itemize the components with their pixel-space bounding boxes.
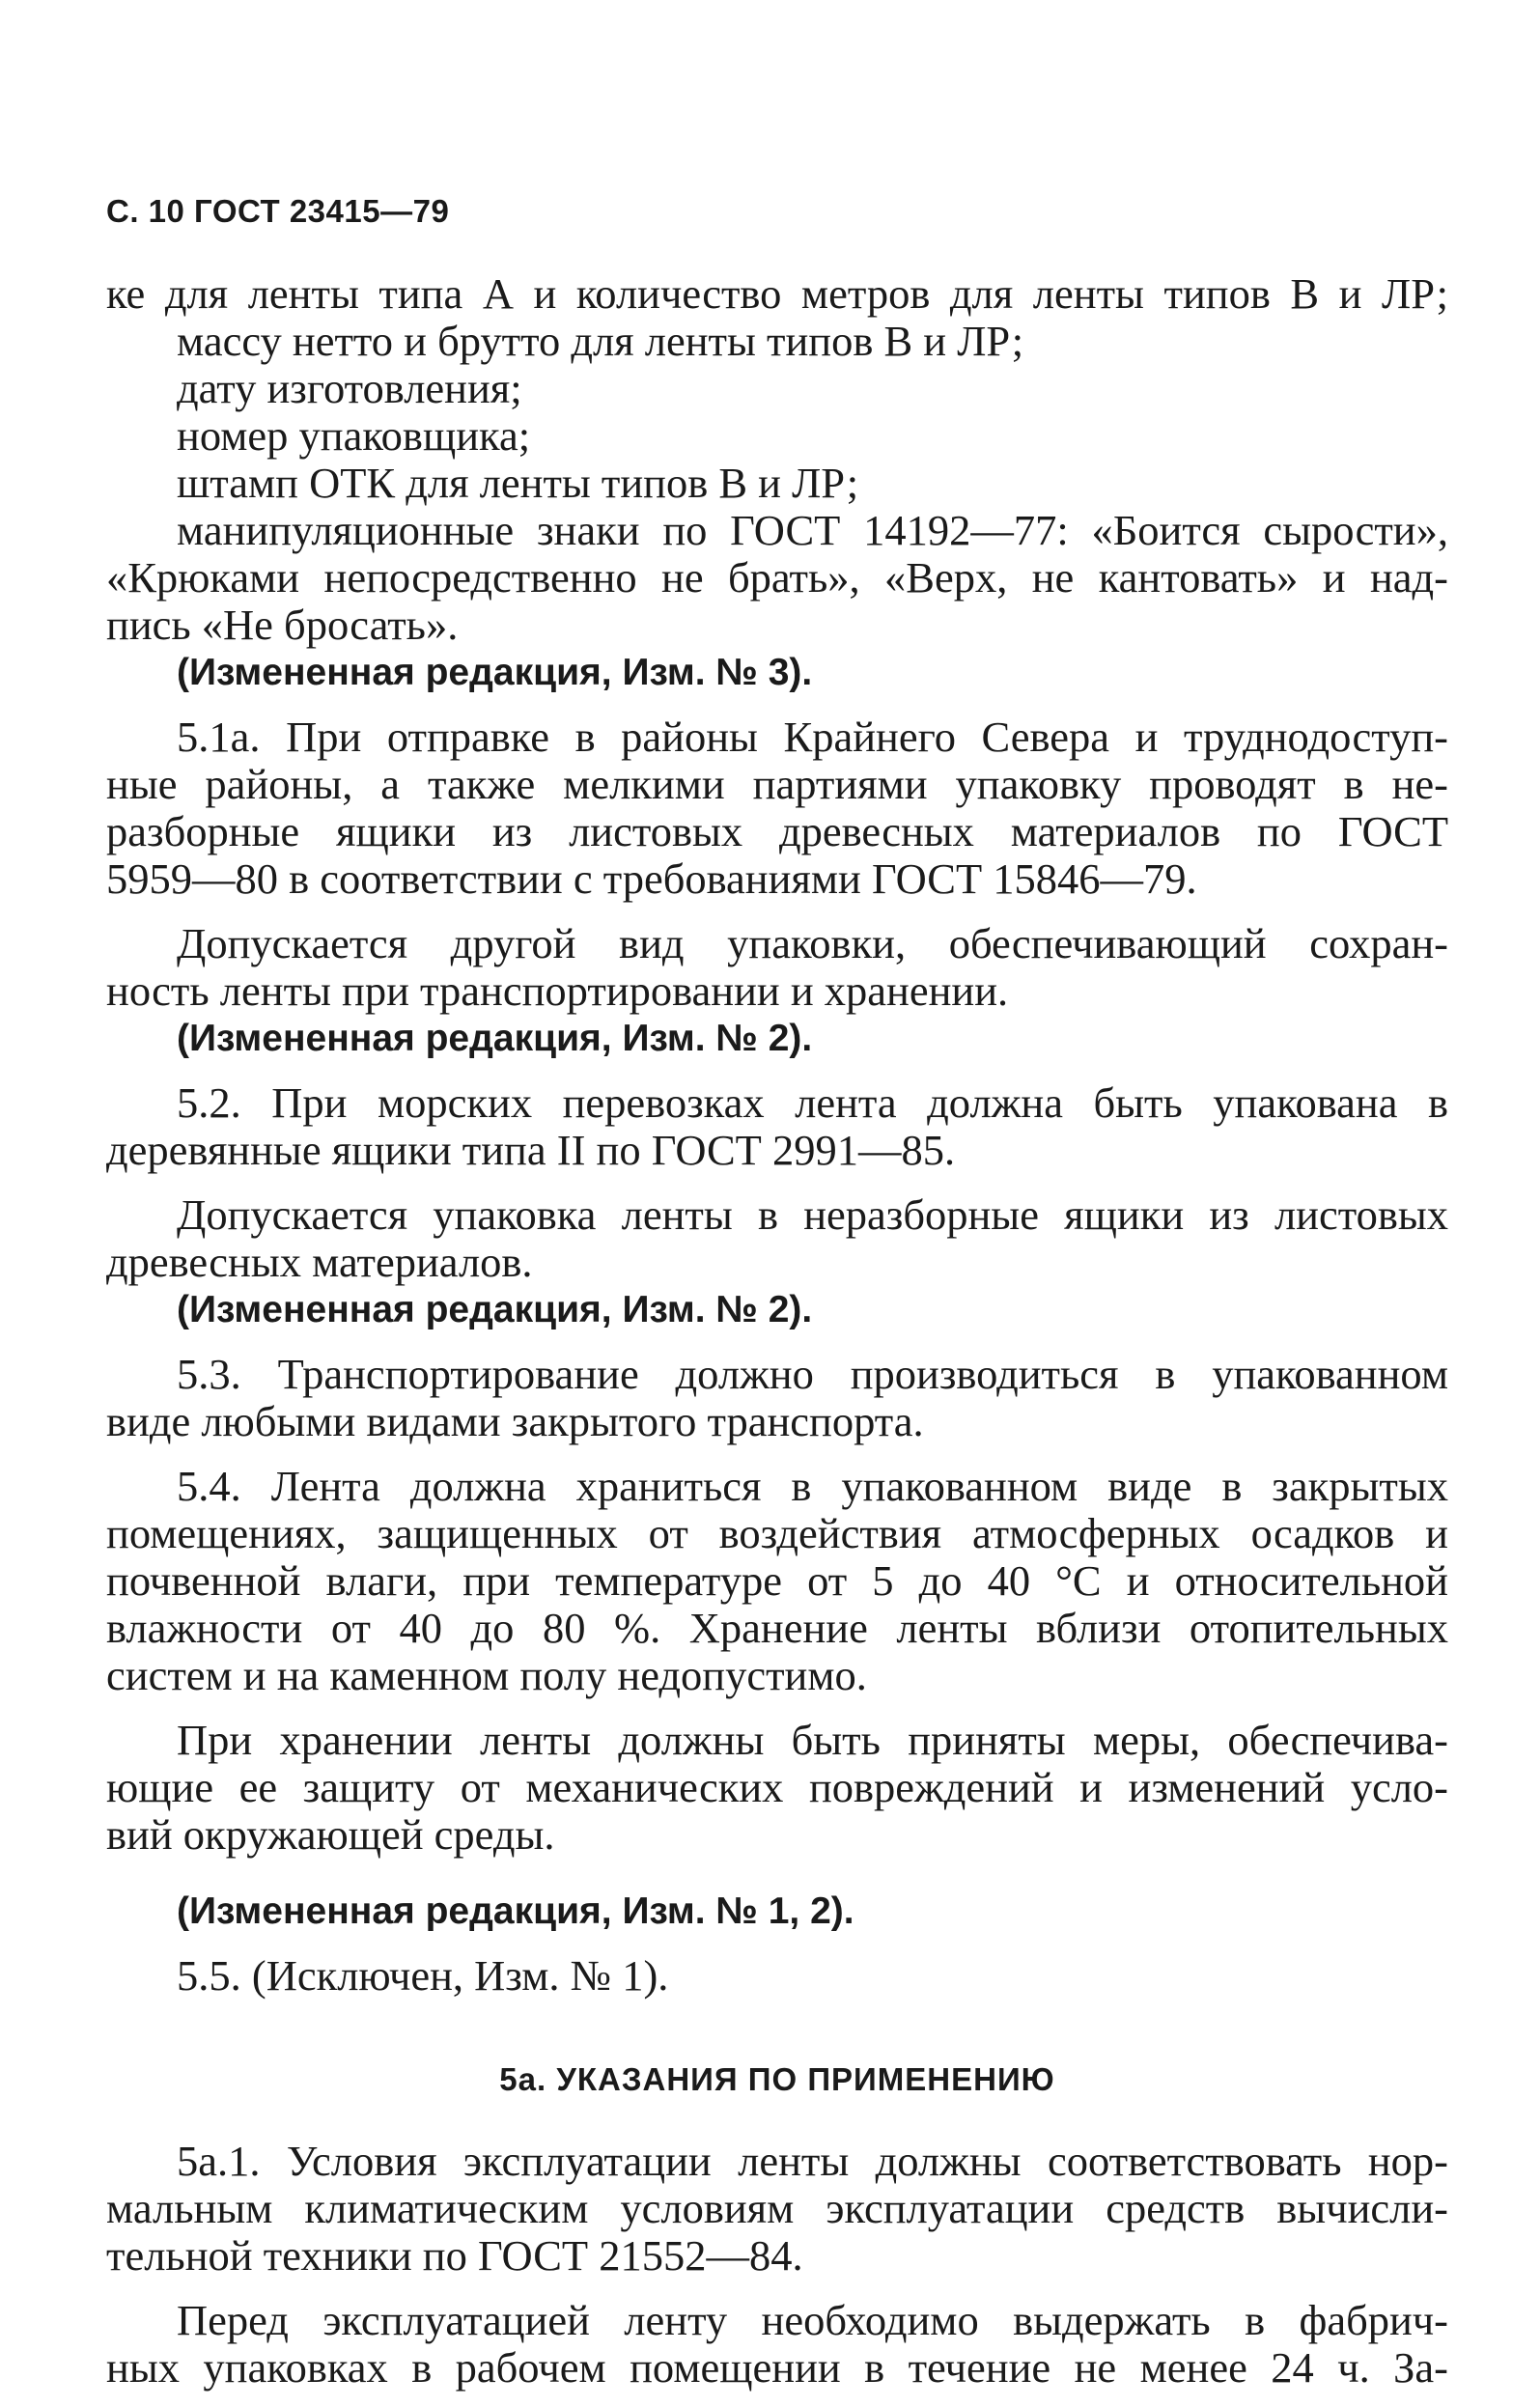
text-line: 5.5. (Исключен, Изм. № 1). bbox=[177, 1951, 669, 2000]
text-line: массу нетто и брутто для ленты типов В и ЛР; bbox=[177, 317, 1024, 365]
text-line: мальным климатическим условиям эксплуатации средств вычисли- bbox=[106, 2185, 1448, 2232]
document-page bbox=[106, 193, 1448, 2392]
text-line: ке для ленты типа А и количество метров для ленты типов В и ЛР; bbox=[106, 270, 1448, 318]
text-line: пись «Не бросать». bbox=[106, 601, 459, 649]
text-line: ных упаковках в рабочем помещении в течение не менее 24 ч. За- bbox=[106, 2344, 1448, 2392]
text-line: тельной техники по ГОСТ 21552—84. bbox=[106, 2231, 803, 2280]
page-header: С. 10 ГОСТ 23415—79 bbox=[106, 193, 450, 229]
text-line: (Измененная редакция, Изм. № 2). bbox=[177, 1289, 813, 1330]
text-line: систем и на каменном полу недопустимо. bbox=[106, 1651, 867, 1699]
section-body bbox=[106, 2138, 1448, 2392]
text-line: номер упаковщика; bbox=[177, 411, 531, 460]
text-line: (Измененная редакция, Изм. № 1, 2). bbox=[177, 1890, 854, 1932]
text-line: 5.3. Транспортирование должно производиться в упакованном bbox=[177, 1351, 1448, 1398]
text-line: 5.2. При морских перевозках лента должна быть упакована в bbox=[177, 1079, 1448, 1127]
text-line: 5959—80 в соответствии с требованиями ГОСТ 15846—79. bbox=[106, 854, 1197, 903]
text-line: древесных материалов. bbox=[106, 1238, 533, 1286]
text-line: При хранении ленты должны быть приняты меры, обеспечива- bbox=[177, 1717, 1448, 1764]
text-line: 5.4. Лента должна храниться в упакованном виде в закрытых bbox=[177, 1463, 1448, 1510]
text-line: Допускается упаковка ленты в неразборные ящики из листовых bbox=[177, 1191, 1448, 1239]
text-line: дату изготовления; bbox=[177, 364, 522, 412]
text-line: Перед эксплуатацией ленту необходимо выдержать в фабрич- bbox=[177, 2297, 1448, 2344]
text-line: виде любыми видами закрытого транспорта. bbox=[106, 1397, 924, 1445]
text-line: ность ленты при транспортировании и хранении. bbox=[106, 966, 1009, 1015]
text-line: помещениях, защищенных от воздействия атмосферных осадков и bbox=[106, 1510, 1448, 1557]
text-line: вий окружающей среды. bbox=[106, 1810, 555, 1859]
text-line: деревянные ящики типа II по ГОСТ 2991—85. bbox=[106, 1126, 956, 1174]
text-line: почвенной влаги, при температуре от 5 до 40 °С и относительной bbox=[106, 1557, 1448, 1605]
text-line: штамп ОТК для ленты типов В и ЛР; bbox=[177, 459, 859, 507]
text-line: Допускается другой вид упаковки, обеспечивающий сохран- bbox=[177, 920, 1448, 967]
text-line: ющие ее защиту от механических повреждений и изменений усло- bbox=[106, 1764, 1448, 1811]
text-line: ные районы, а также мелкими партиями упаковку проводят в не- bbox=[106, 761, 1448, 808]
text-line: «Крюками непосредственно не брать», «Верх, не кантовать» и над- bbox=[106, 554, 1448, 602]
section-title: 5а. УКАЗАНИЯ ПО ПРИМЕНЕНИЮ bbox=[499, 2061, 1055, 2097]
text-line: 5а.1. Условия эксплуатации ленты должны соответствовать нор- bbox=[177, 2138, 1448, 2185]
text-line: влажности от 40 до 80 %. Хранение ленты вблизи отопительных bbox=[106, 1605, 1448, 1652]
document-body bbox=[106, 270, 1448, 2000]
text-line: манипуляционные знаки по ГОСТ 14192—77: «Боится сырости», bbox=[177, 507, 1448, 554]
text-line: (Измененная редакция, Изм. № 2). bbox=[177, 1018, 813, 1059]
text-line: (Измененная редакция, Изм. № 3). bbox=[177, 652, 813, 693]
text-line: разборные ящики из листовых древесных материалов по ГОСТ bbox=[106, 808, 1448, 855]
text-line: 5.1а. При отправке в районы Крайнего Севера и труднодоступ- bbox=[177, 714, 1448, 761]
